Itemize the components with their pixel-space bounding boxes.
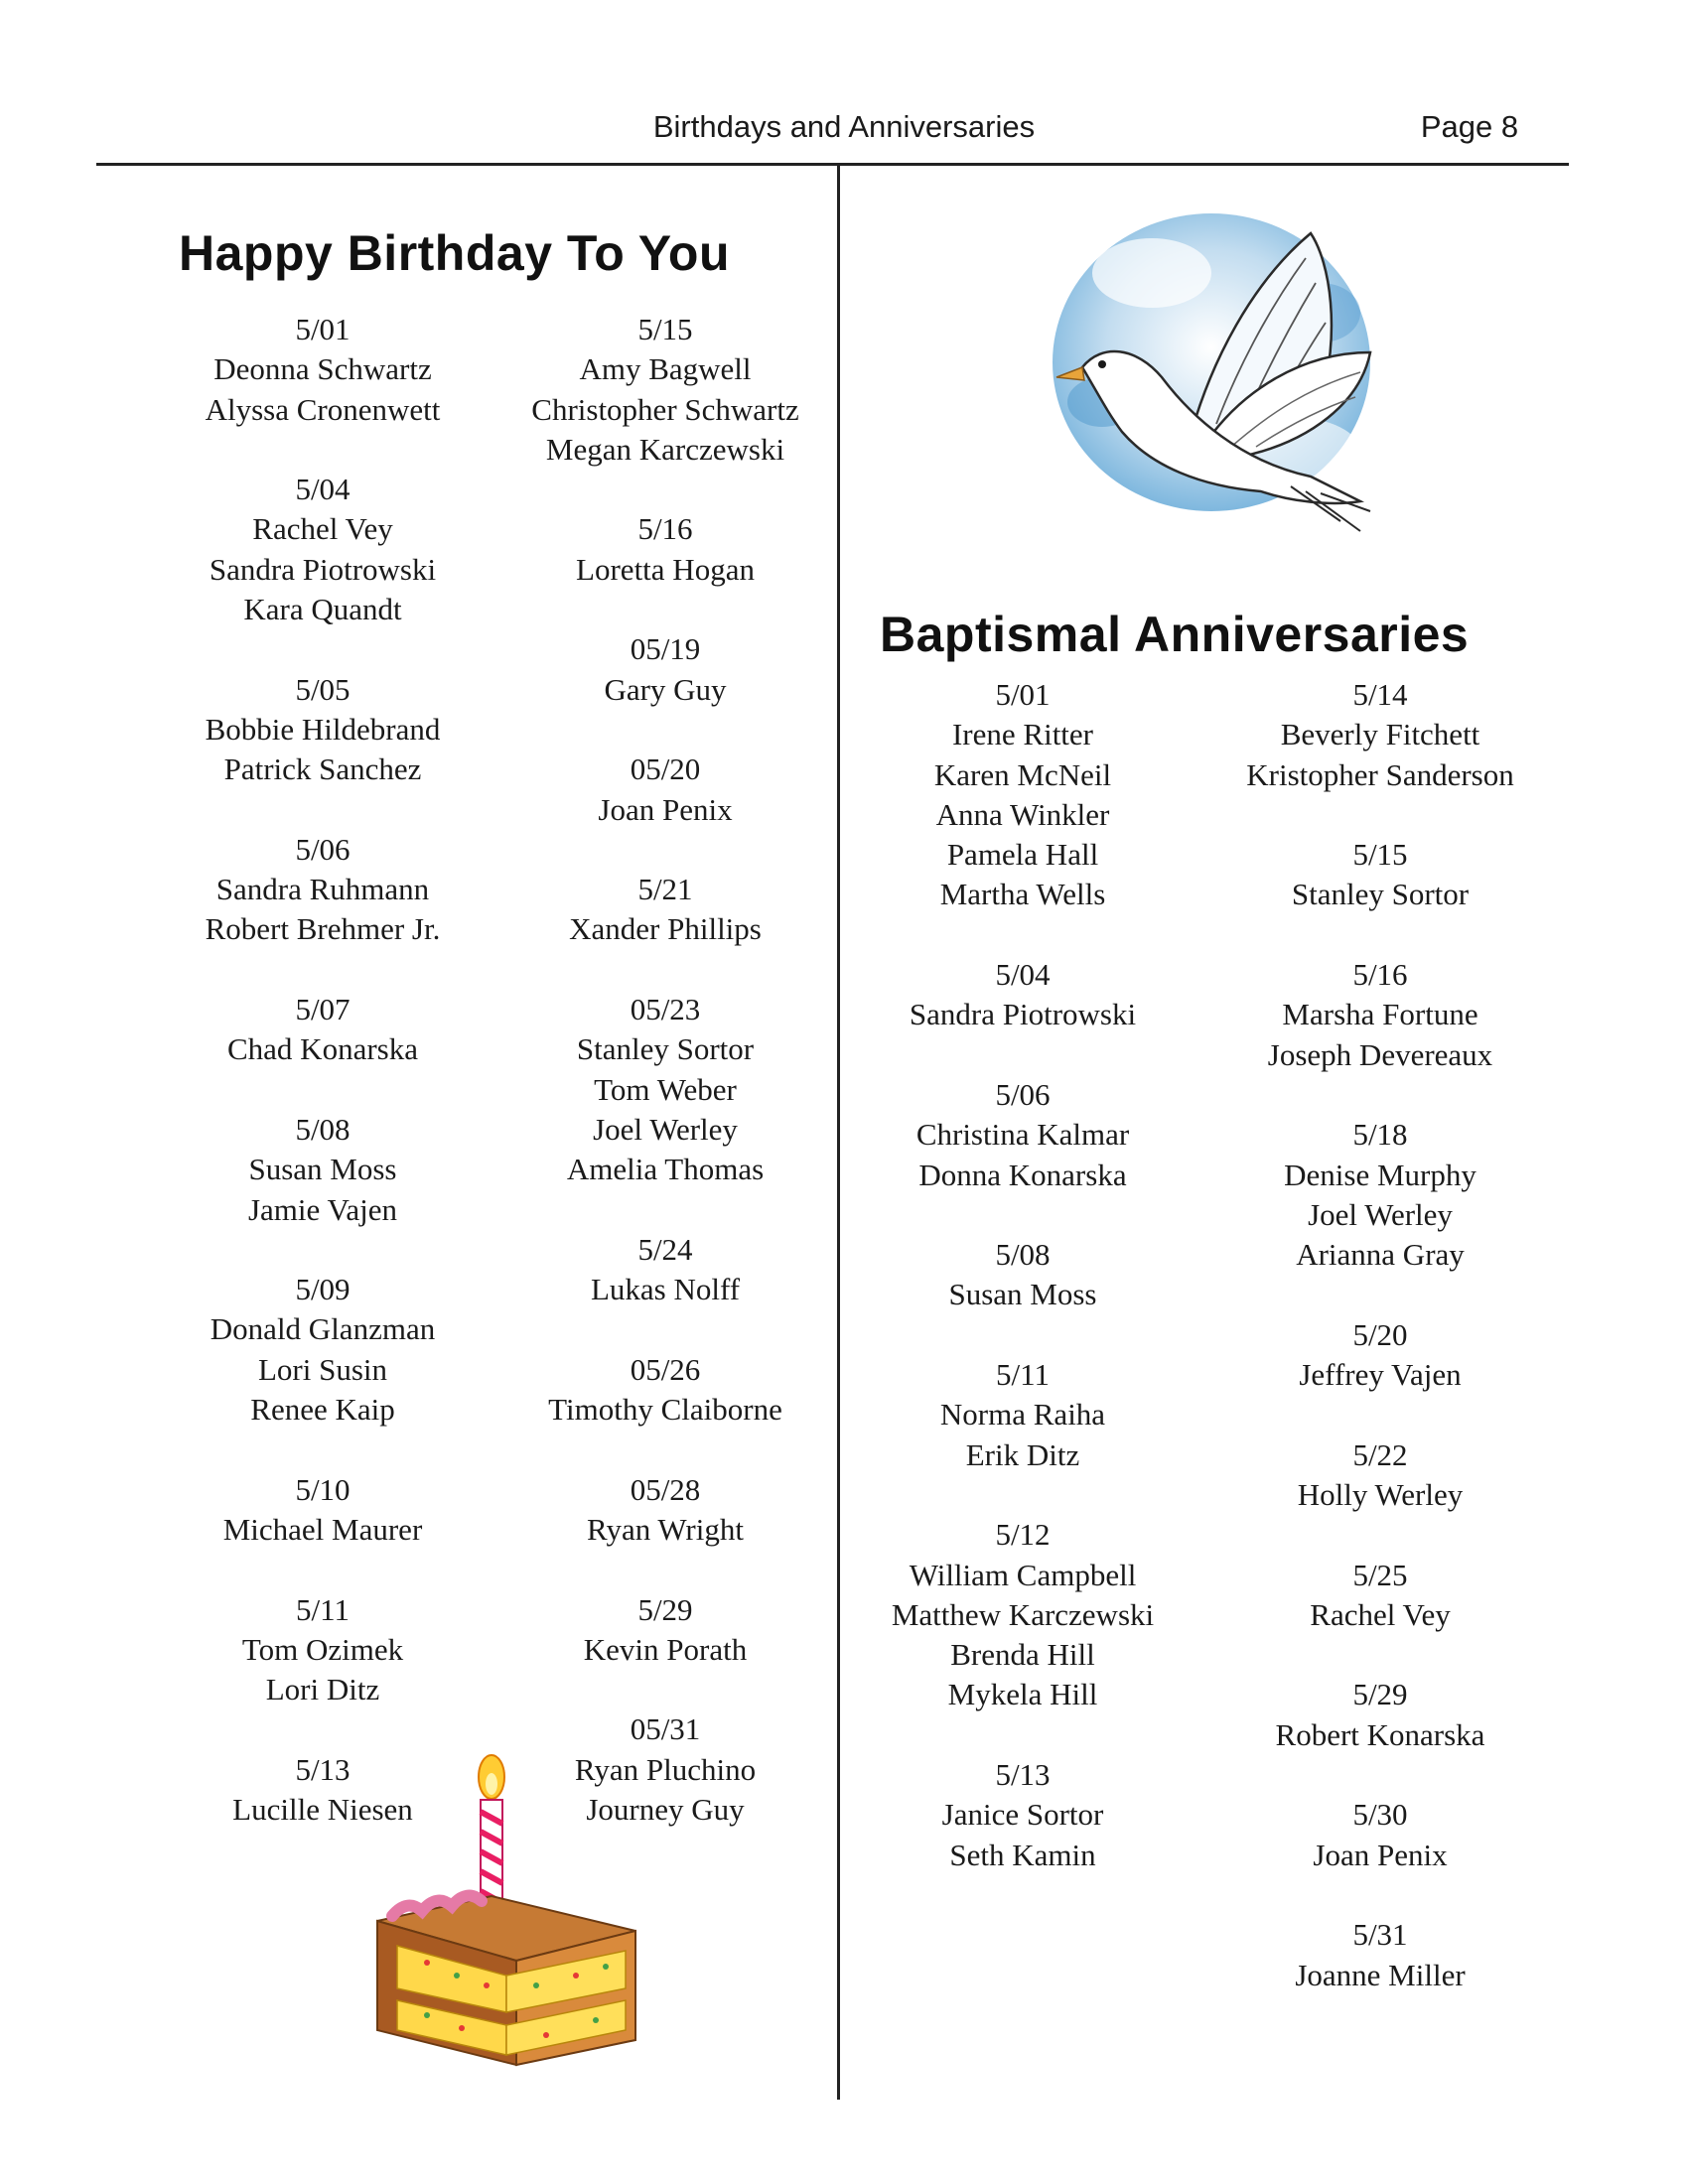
list-entry bbox=[164, 670, 482, 790]
entry-name: Timothy Claiborne bbox=[548, 1392, 782, 1428]
entry-name: Bobbie Hildebrand bbox=[205, 711, 441, 747]
list-entry bbox=[864, 1515, 1182, 1714]
entry-name: Joel Werley bbox=[1308, 1196, 1453, 1232]
list-entry bbox=[864, 955, 1182, 1035]
entry-name: Brenda Hill bbox=[950, 1637, 1095, 1673]
entry-date: 5/11 bbox=[296, 1591, 350, 1627]
entry-date: 5/31 bbox=[1352, 1917, 1408, 1953]
entry-date: 5/08 bbox=[295, 1111, 351, 1147]
list-entry bbox=[164, 310, 482, 430]
list-entry bbox=[1206, 675, 1554, 795]
list-entry bbox=[501, 1590, 829, 1671]
entry-date: 05/31 bbox=[630, 1711, 701, 1747]
list-entry bbox=[164, 1590, 482, 1710]
birthday-list-column-2 bbox=[501, 310, 829, 1870]
entry-date: 5/01 bbox=[295, 312, 351, 346]
entry-date: 5/16 bbox=[1352, 957, 1408, 993]
list-entry bbox=[501, 629, 829, 710]
entry-name: Robert Brehmer Jr. bbox=[205, 911, 441, 947]
entry-name: Gary Guy bbox=[604, 671, 727, 707]
entry-name: Donna Konarska bbox=[918, 1157, 1127, 1192]
entry-name: Ryan Pluchino bbox=[574, 1751, 757, 1787]
entry-name: Arianna Gray bbox=[1296, 1237, 1465, 1273]
entry-name: Sandra Piotrowski bbox=[909, 997, 1137, 1032]
entry-name: Deonna Schwartz bbox=[213, 351, 432, 387]
entry-name: Erik Ditz bbox=[965, 1436, 1080, 1472]
entry-name: Seth Kamin bbox=[949, 1837, 1096, 1872]
entry-name: Joan Penix bbox=[598, 791, 733, 827]
entry-date: 5/25 bbox=[1352, 1557, 1408, 1592]
entry-name: Rachel Vey bbox=[252, 511, 393, 547]
entry-name: Michael Maurer bbox=[222, 1511, 423, 1547]
entry-name: Stanley Sortor bbox=[1291, 877, 1470, 912]
entry-name: Janice Sortor bbox=[941, 1797, 1104, 1833]
list-entry bbox=[501, 509, 829, 590]
entry-date: 5/04 bbox=[995, 957, 1051, 993]
entry-name: Denise Murphy bbox=[1284, 1157, 1477, 1192]
entry-name: Stanley Sortor bbox=[576, 1031, 755, 1067]
entry-name: Amelia Thomas bbox=[566, 1152, 765, 1187]
entry-name: Lukas Nolff bbox=[590, 1272, 741, 1307]
entry-name: Pamela Hall bbox=[946, 837, 1099, 873]
entry-name: Karen McNeil bbox=[933, 756, 1112, 792]
entry-date: 05/23 bbox=[630, 992, 701, 1027]
entry-name: Journey Guy bbox=[586, 1791, 745, 1827]
entry-name: Kevin Porath bbox=[583, 1631, 748, 1667]
baptismal-section-title: Baptismal Anniversaries bbox=[880, 607, 1470, 662]
list-entry bbox=[864, 1075, 1182, 1195]
header-divider bbox=[96, 163, 1569, 166]
entry-name: Jamie Vajen bbox=[247, 1191, 398, 1227]
list-entry bbox=[501, 1350, 829, 1431]
entry-name: Renee Kaip bbox=[250, 1392, 395, 1428]
birthday-cake-icon bbox=[367, 1732, 645, 2075]
list-entry bbox=[164, 1270, 482, 1430]
birthday-section-title: Happy Birthday To You bbox=[179, 225, 730, 281]
entry-name: Joan Penix bbox=[1313, 1837, 1448, 1872]
birthday-list-column-1 bbox=[164, 310, 482, 1870]
entry-name: Megan Karczewski bbox=[545, 431, 785, 467]
entry-date: 5/06 bbox=[995, 1076, 1051, 1112]
entry-date: 5/16 bbox=[637, 511, 693, 547]
entry-name: Holly Werley bbox=[1297, 1476, 1464, 1512]
list-entry bbox=[1206, 955, 1554, 1075]
list-entry bbox=[864, 675, 1182, 915]
list-entry bbox=[501, 310, 829, 470]
entry-date: 5/20 bbox=[1352, 1316, 1408, 1352]
entry-name: Marsha Fortune bbox=[1282, 997, 1478, 1032]
entry-date: 5/15 bbox=[637, 312, 693, 346]
entry-name: Alyssa Cronenwett bbox=[205, 391, 441, 427]
list-entry bbox=[1206, 1675, 1554, 1755]
entry-name: Tom Ozimek bbox=[241, 1631, 404, 1667]
entry-name: Mykela Hill bbox=[947, 1677, 1098, 1712]
entry-name: Lori Ditz bbox=[265, 1672, 380, 1707]
entry-date: 5/30 bbox=[1352, 1797, 1408, 1833]
list-entry bbox=[164, 990, 482, 1070]
entry-date: 5/04 bbox=[295, 472, 351, 507]
list-entry bbox=[1206, 1556, 1554, 1636]
entry-name: Patrick Sanchez bbox=[223, 751, 422, 787]
list-entry bbox=[501, 750, 829, 830]
list-entry bbox=[501, 1470, 829, 1551]
entry-name: Norma Raiha bbox=[939, 1397, 1106, 1433]
list-entry bbox=[501, 870, 829, 950]
list-entry bbox=[864, 1755, 1182, 1875]
entry-name: Christopher Schwartz bbox=[531, 391, 799, 427]
entry-name: Kristopher Sanderson bbox=[1246, 756, 1514, 792]
dove-icon bbox=[1043, 204, 1380, 546]
entry-date: 5/29 bbox=[1352, 1677, 1408, 1712]
entry-date: 5/29 bbox=[637, 1591, 693, 1627]
entry-name: Kara Quandt bbox=[243, 592, 402, 627]
entry-name: Chad Konarska bbox=[227, 1031, 418, 1067]
entry-date: 5/07 bbox=[295, 992, 351, 1027]
entry-name: Xander Phillips bbox=[569, 911, 762, 947]
entry-name: Matthew Karczewski bbox=[891, 1596, 1155, 1632]
entry-name: Rachel Vey bbox=[1310, 1596, 1451, 1632]
entry-date: 5/18 bbox=[1352, 1117, 1408, 1153]
list-entry bbox=[164, 1110, 482, 1230]
entry-date: 5/08 bbox=[995, 1237, 1051, 1273]
entry-name: Anna Winkler bbox=[935, 796, 1110, 832]
entry-date: 5/13 bbox=[995, 1757, 1051, 1793]
entry-date: 5/14 bbox=[1352, 677, 1408, 712]
entry-date: 5/11 bbox=[996, 1357, 1050, 1393]
entry-name: Jeffrey Vajen bbox=[1299, 1357, 1462, 1393]
entry-name: Loretta Hogan bbox=[576, 551, 755, 587]
entry-name: Lucille Niesen bbox=[232, 1791, 413, 1827]
entry-name: Joanne Miller bbox=[1295, 1957, 1466, 1992]
list-entry bbox=[501, 990, 829, 1189]
list-entry bbox=[864, 1235, 1182, 1315]
entry-date: 05/26 bbox=[630, 1351, 701, 1387]
entry-name: Ryan Wright bbox=[587, 1511, 744, 1547]
list-entry bbox=[864, 1355, 1182, 1475]
entry-date: 5/09 bbox=[295, 1272, 351, 1307]
entry-name: Joel Werley bbox=[593, 1111, 738, 1147]
entry-date: 05/28 bbox=[630, 1471, 701, 1507]
list-entry bbox=[1206, 1915, 1554, 1995]
entry-name: Robert Konarska bbox=[1275, 1716, 1485, 1752]
entry-date: 5/15 bbox=[1352, 837, 1408, 873]
list-entry bbox=[164, 470, 482, 629]
baptismal-list-column-1 bbox=[864, 675, 1182, 1915]
list-entry bbox=[164, 1470, 482, 1551]
entry-name: Irene Ritter bbox=[951, 717, 1093, 752]
baptismal-list-column-2 bbox=[1206, 675, 1554, 2035]
page-header-title: Birthdays and Anniversaries bbox=[652, 109, 1036, 144]
entry-date: 5/10 bbox=[295, 1471, 351, 1507]
list-entry bbox=[1206, 1115, 1554, 1275]
entry-date: 5/24 bbox=[637, 1231, 693, 1267]
entry-name: Amy Bagwell bbox=[579, 351, 752, 387]
entry-date: 5/01 bbox=[995, 677, 1051, 712]
column-divider bbox=[837, 164, 840, 2100]
entry-name: Lori Susin bbox=[257, 1351, 388, 1387]
list-entry bbox=[1206, 1315, 1554, 1396]
entry-name: Martha Wells bbox=[939, 877, 1106, 912]
entry-date: 5/21 bbox=[637, 872, 693, 907]
entry-name: William Campbell bbox=[909, 1557, 1137, 1592]
entry-name: Sandra Piotrowski bbox=[209, 551, 437, 587]
list-entry bbox=[1206, 1435, 1554, 1516]
entry-date: 5/06 bbox=[295, 831, 351, 867]
entry-name: Tom Weber bbox=[594, 1071, 737, 1107]
entry-date: 05/20 bbox=[630, 751, 701, 787]
list-entry bbox=[501, 1230, 829, 1310]
entry-name: Beverly Fitchett bbox=[1280, 717, 1480, 752]
entry-date: 5/05 bbox=[295, 671, 351, 707]
entry-name: Sandra Ruhmann bbox=[215, 872, 430, 907]
entry-name: Susan Moss bbox=[948, 1277, 1097, 1312]
entry-name: Joseph Devereaux bbox=[1267, 1036, 1493, 1072]
list-entry bbox=[1206, 1795, 1554, 1875]
entry-name: Christina Kalmar bbox=[915, 1117, 1130, 1153]
list-entry bbox=[164, 830, 482, 950]
entry-date: 5/13 bbox=[295, 1751, 351, 1787]
entry-name: Donald Glanzman bbox=[210, 1311, 436, 1347]
entry-date: 5/12 bbox=[995, 1517, 1051, 1553]
entry-date: 5/22 bbox=[1352, 1436, 1408, 1472]
page-number: Page 8 bbox=[1420, 109, 1519, 144]
list-entry bbox=[1206, 835, 1554, 915]
entry-date: 05/19 bbox=[630, 631, 701, 667]
entry-name: Susan Moss bbox=[248, 1152, 397, 1187]
